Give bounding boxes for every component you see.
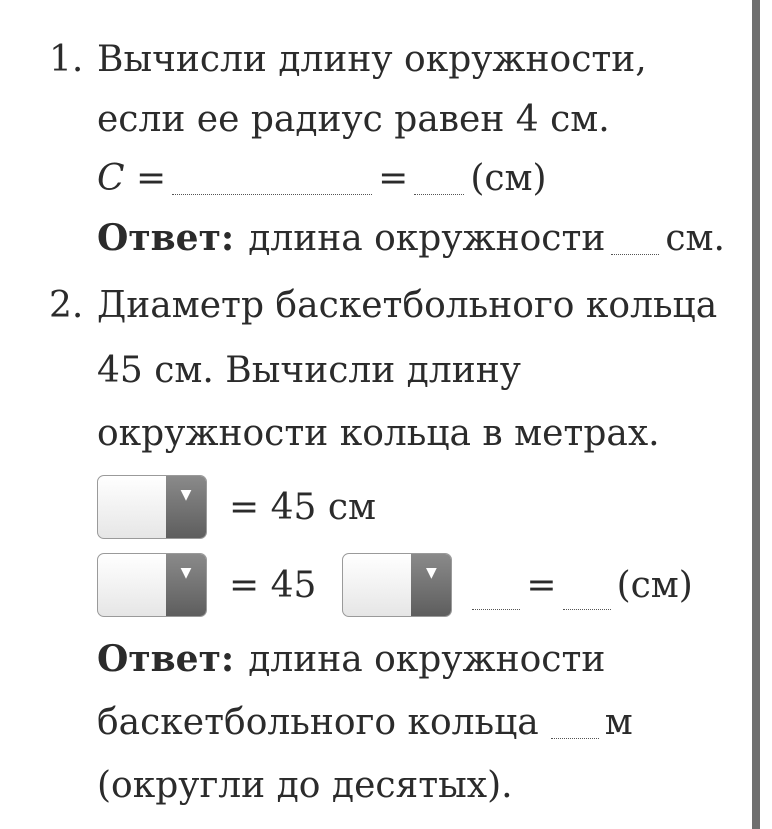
answer2-blank[interactable] [551,736,599,739]
dropdown-3[interactable] [342,553,452,617]
task1-number: 1. [49,38,84,80]
formula-c-label: C = [97,157,167,199]
answer-text: длина окружности [248,217,606,259]
task2-eq2 [97,552,693,618]
formula-blank-1[interactable] [172,192,372,195]
eq2-blank-1[interactable] [472,607,520,610]
formula-unit: (см) [470,157,547,199]
task2-line1: Диаметр баскетбольного кольца [97,284,718,326]
eq1-text: = 45 см [229,486,377,528]
dropdown-1[interactable] [97,475,207,539]
task1-formula [97,153,547,203]
formula-eq: = [378,157,409,199]
answer-unit: см. [665,217,725,259]
answer-label: Ответ: [97,217,235,259]
task2-line3: окружности кольца в метрах. [97,412,660,454]
dropdown-2[interactable] [97,553,207,617]
task2-answer-note: (округли до десятых). [97,764,513,806]
task2-number: 2. [49,284,84,326]
task2-answer1 [97,634,605,684]
answer2-unit: м [604,701,633,743]
eq2-sign: = [526,564,557,606]
answer-blank[interactable] [611,252,659,255]
eq2-blank-2[interactable] [563,607,611,610]
task2-line2: 45 см. Вычисли длину [97,349,521,391]
task1-line1: Вычисли длину окружности, [97,38,647,80]
chevron-down-icon: ▼ [426,565,437,581]
task1-answer [97,213,725,263]
task1-line2: если ее радиус равен 4 см. [97,98,610,140]
task2-answer2 [97,697,633,747]
answer-label: Ответ: [97,638,235,680]
chevron-down-icon: ▼ [180,487,192,503]
answer-line1: длина окружности [248,638,606,680]
formula-blank-2[interactable] [414,192,464,195]
eq2-unit: (см) [616,564,693,606]
eq2-text: = 45 [229,564,317,606]
page-divider [752,0,760,829]
task2-eq1 [97,474,376,540]
answer-line2: баскетбольного кольца [97,701,539,743]
chevron-down-icon: ▼ [180,565,192,581]
